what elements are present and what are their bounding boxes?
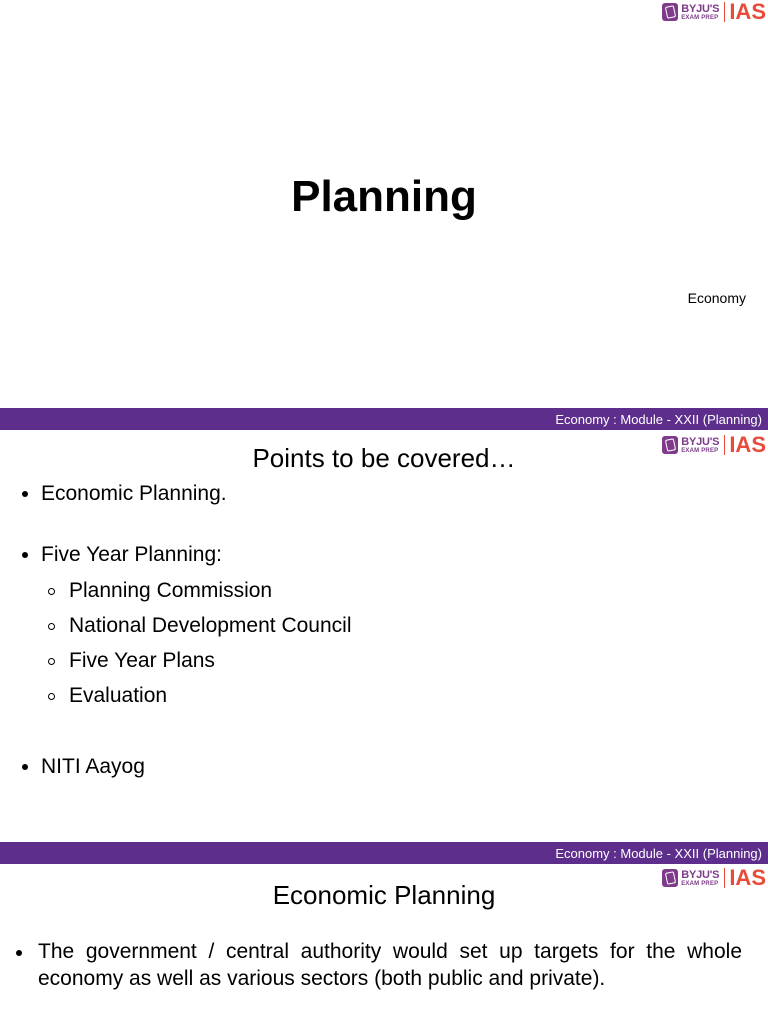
logo-sub: EXAM PREP: [681, 14, 719, 21]
bullet-item: [22, 543, 222, 567]
sub-bullet-text: Planning Commission: [69, 579, 273, 602]
logo-sub: EXAM PREP: [681, 447, 719, 454]
bullet-paragraph: The government / central authority would set up targets for the whole economy as well as various sectors (both public and private).: [38, 940, 742, 990]
bullet-text: NITI Aayog: [41, 755, 145, 778]
logo-sub: EXAM PREP: [681, 880, 719, 887]
slide-title: [0, 0, 768, 408]
sub-bullet-text: Five Year Plans: [69, 649, 215, 672]
byjus-ias-logo: [662, 0, 766, 24]
bullet-text: Five Year Planning:: [41, 543, 222, 566]
module-band-label: Economy : Module - XXII (Planning): [555, 845, 762, 861]
bullet-text: Economic Planning.: [41, 482, 227, 505]
sub-bullet-text: National Development Council: [69, 614, 352, 637]
sub-bullet-ring: [48, 588, 55, 595]
byjus-badge-icon: [662, 3, 678, 21]
module-band: [0, 408, 768, 430]
logo-divider: [724, 2, 725, 22]
sub-bullet-ring: [48, 623, 55, 630]
module-band: [0, 842, 768, 864]
logo-ias: IAS: [729, 432, 766, 457]
slide-title-text: Planning: [291, 172, 477, 221]
bullet-dot: [22, 491, 28, 497]
bullet-item: [22, 755, 145, 779]
slide-subtitle: Economy: [687, 290, 746, 306]
logo-brand: BYJU'S: [681, 2, 720, 15]
sub-bullet-item: [48, 614, 352, 638]
logo-brand: BYJU'S: [681, 435, 720, 448]
bullet-item: [22, 482, 227, 506]
slide-heading: Economic Planning: [272, 880, 496, 910]
bullet-dot: [22, 764, 28, 770]
module-band-label: Economy : Module - XXII (Planning): [555, 411, 762, 427]
sub-bullet-ring: [48, 693, 55, 700]
logo-ias: IAS: [729, 865, 766, 890]
sub-bullet-text: Evaluation: [69, 684, 168, 707]
sub-bullet-item: [48, 579, 272, 603]
sub-bullet-item: [48, 649, 215, 673]
logo-brand: BYJU'S: [681, 868, 720, 881]
sub-bullet-item: [48, 684, 167, 708]
sub-bullet-ring: [48, 658, 55, 665]
slide-heading: Points to be covered…: [252, 443, 516, 473]
bullet-dot: [16, 950, 22, 956]
logo-ias: IAS: [729, 0, 766, 24]
bullet-dot: [22, 552, 28, 558]
